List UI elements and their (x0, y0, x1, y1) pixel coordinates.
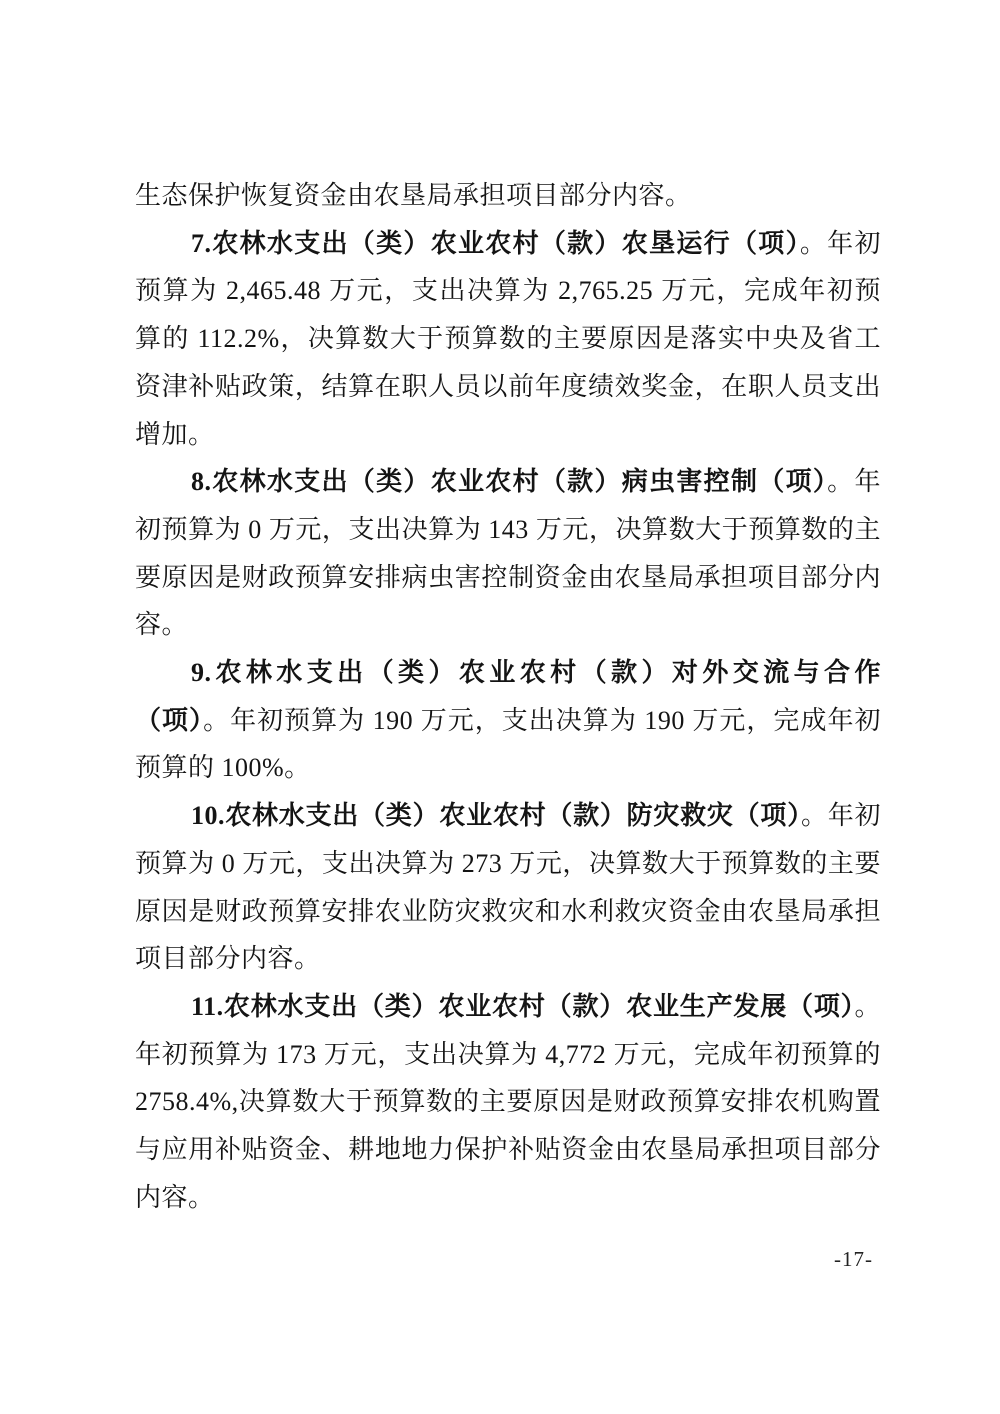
paragraph (135, 983, 881, 1222)
clause-heading-run: 8.农林水支出（类）农业农村（款）病虫害控制（项） (191, 467, 828, 497)
paragraph (135, 458, 881, 649)
body-text-run: 。年初预算为 190 万元，支出决算为 190 万元，完成年初预算的 100%。 (135, 705, 881, 783)
paragraph (135, 172, 881, 220)
paragraph (135, 649, 881, 792)
clause-heading-run: 11.农林水支出（类）农业农村（款）农业生产发展（项） (191, 991, 855, 1021)
clause-heading-run: 7.农林水支出（类）农业农村（款）农垦运行（项） (191, 228, 800, 258)
paragraph (135, 220, 881, 459)
document-body (135, 172, 881, 1221)
body-text-run: 。年初预算为 173 万元，支出决算为 4,772 万元，完成年初预算的 2758.4%,决算数大于预算数的主要原因是财政预算安排农机购置与应用补贴资金、耕地地力保护补贴资金由农垦局承担项目部分内容。 (135, 991, 881, 1212)
page-number: -17- (834, 1247, 873, 1271)
body-text-run: 。年初预算为 2,465.48 万元，支出决算为 2,765.25 万元，完成年初预算的 112.2%，决算数大于预算数的主要原因是落实中央及省工资津补贴政策，结算在职人员以前年度绩效奖金，在职人员支出增加。 (135, 228, 881, 449)
body-text-run: 。年初预算为 0 万元，支出决算为 273 万元，决算数大于预算数的主要原因是财政预算安排农业防灾救灾和水利救灾资金由农垦局承担项目部分内容。 (135, 801, 881, 974)
paragraph (135, 792, 881, 983)
clause-heading-run: 10.农林水支出（类）农业农村（款）防灾救灾（项） (191, 801, 801, 831)
body-text-run: 。年初预算为 0 万元，支出决算为 143 万元，决算数大于预算数的主要原因是财政预算安排病虫害控制资金由农垦局承担项目部分内容。 (135, 467, 881, 640)
clause-heading-run: 9.农林水支出（类）农业农村（款）对外交流与合作（项） (135, 658, 881, 735)
body-text-run: 生态保护恢复资金由农垦局承担项目部分内容。 (135, 181, 692, 210)
